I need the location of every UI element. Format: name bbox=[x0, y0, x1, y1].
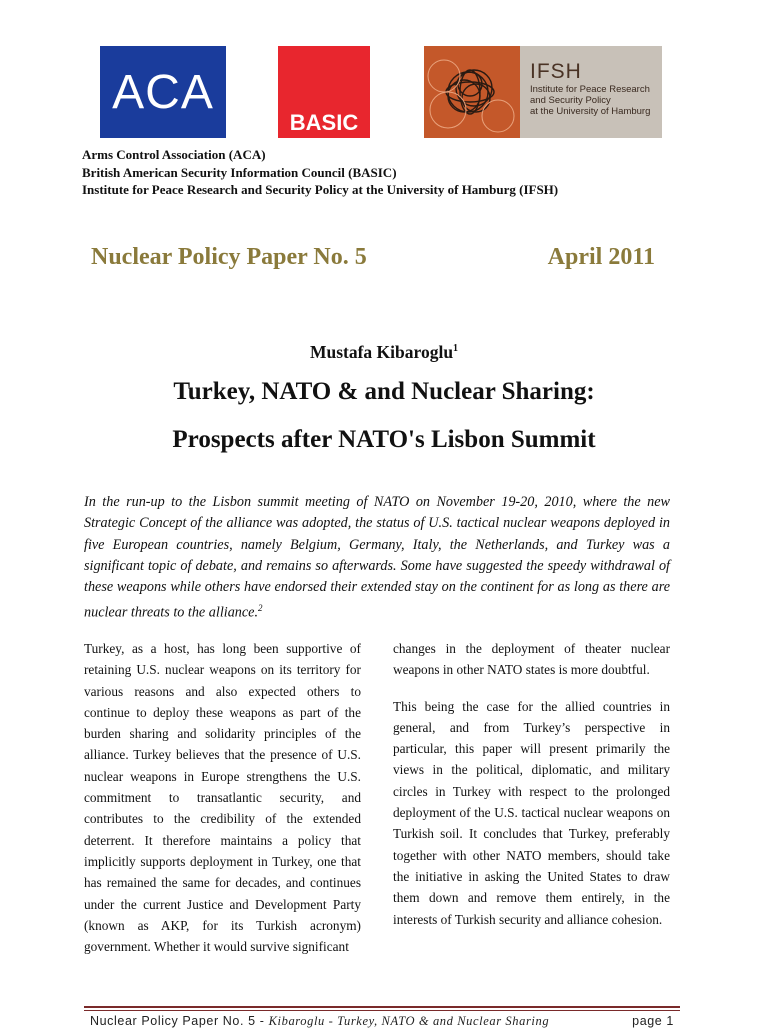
footer-series: Nuclear Policy Paper No. 5 - bbox=[90, 1014, 269, 1028]
organization-list bbox=[82, 146, 558, 199]
series-title: Nuclear Policy Paper No. 5 bbox=[91, 244, 367, 270]
body-column-left bbox=[84, 638, 361, 957]
body-column-right bbox=[393, 638, 670, 930]
footnote-marker[interactable]: 1 bbox=[453, 343, 459, 355]
organization-name: British American Security Information Council (BASIC) bbox=[82, 164, 397, 180]
body-paragraph: changes in the deployment of theater nuclear weapons in other NATO states is more doubtful. bbox=[393, 641, 670, 678]
ifsh-emblem-icon bbox=[424, 46, 520, 138]
footer-running-title: Kibaroglu - Turkey, NATO & and Nuclear Sharing bbox=[268, 1014, 550, 1028]
page-footer bbox=[90, 1014, 680, 1029]
aca-logo-text: ACA bbox=[112, 65, 214, 119]
organization-name: Institute for Peace Research and Security Policy at the University of Hamburg (IFSH) bbox=[82, 182, 559, 197]
footer-rule bbox=[84, 1010, 680, 1011]
abstract-text: In the run-up to the Lisbon summit meeting of NATO on November 19-20, 2010, where the new Strategic Concept of the alliance was adopted, the status of U.S. tactical nuclear weapons deployed in five European countries, namely Belgium, Germany, Italy, the Netherlands, and Turkey was a significant topic of debate, and remains so afterwards. Some have suggested the speedy withdrawal of these weapons while others have endorsed their extended stay on the continent for as long as there are nuclear threats to the alliance. bbox=[84, 494, 670, 622]
paper-title-line-1: Turkey, NATO & and Nuclear Sharing: bbox=[173, 378, 595, 405]
ifsh-logo-line: and Security Policy bbox=[530, 95, 611, 106]
body-paragraph: Turkey, as a host, has long been supportive of retaining U.S. nuclear weapons on its territory for various reasons and also expected others to continue to deploy these weapons as part of the burden sharing and solidarity principles of the alliance. Turkey believes that the presence of U.S. nuclear weapons in Europe strengthens the U.S. commitment to transatlantic security, and contributes to the credibility of the extended deterrent. It therefore maintains a policy that implicitly supports deployment in Turkey, one that has remained the same for decades, and continues under the current Justice and Development Party (known as AKP, for its Turkish acronym) government. Whether it would survive significant bbox=[84, 641, 361, 955]
author bbox=[0, 342, 768, 363]
ifsh-logo-line: Institute for Peace Research bbox=[530, 84, 650, 95]
paper-title-line-2: Prospects after NATO's Lisbon Summit bbox=[172, 426, 596, 453]
publication-date: April 2011 bbox=[547, 244, 655, 270]
footnote-marker[interactable]: 2 bbox=[258, 603, 263, 614]
aca-logo bbox=[100, 46, 226, 138]
ifsh-logo-name: IFSH bbox=[530, 60, 582, 83]
footer-rule bbox=[84, 1006, 680, 1008]
basic-logo-text: BASIC bbox=[289, 110, 359, 135]
organization-name: Arms Control Association (ACA) bbox=[82, 147, 266, 162]
author-name: Mustafa Kibaroglu bbox=[309, 342, 454, 362]
abstract bbox=[84, 492, 670, 625]
ifsh-logo bbox=[424, 46, 662, 138]
page-number: page 1 bbox=[632, 1014, 674, 1028]
body-paragraph: This being the case for the allied countries in general, and from Turkey’s perspective in particular, this paper will present primarily the views in the political, diplomatic, and military circles in Turkey with respect to the prolonged deployment of the U.S. tactical nuclear weapons on Turkish soil. It concludes that Turkey, preferably together with other NATO members, should take the initiative in asking the United States to draw them down and remove them entirely, in the interests of Turkish security and alliance cohesion. bbox=[393, 698, 670, 927]
ifsh-logo-line: at the University of Hamburg bbox=[530, 106, 651, 117]
basic-logo bbox=[278, 46, 370, 138]
